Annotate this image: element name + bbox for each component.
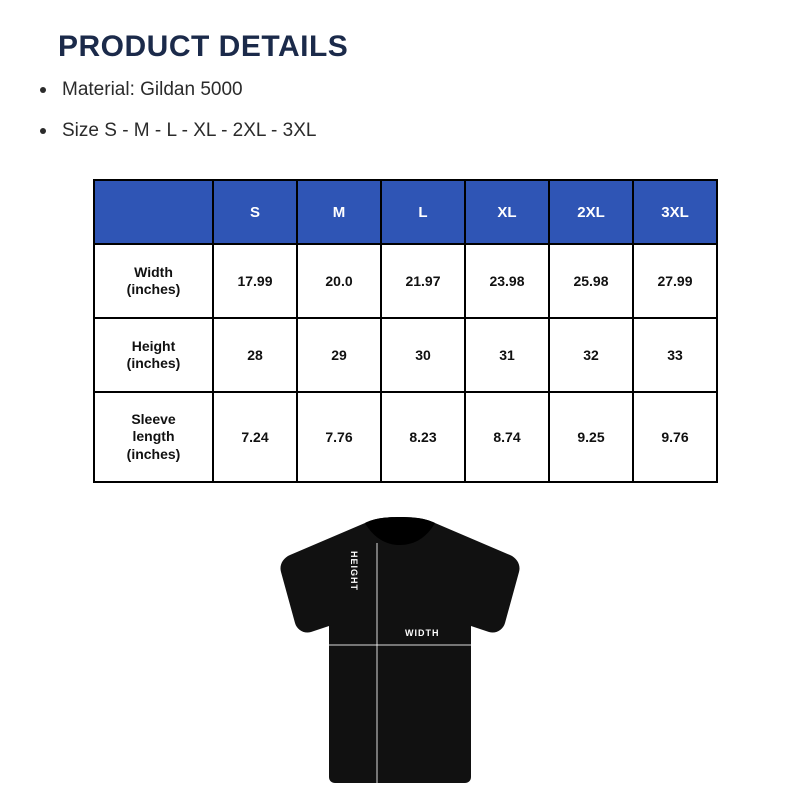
column-header-2xl: 2XL [549,180,633,244]
cell-width-3xl: 27.99 [633,244,717,318]
column-header-l: L [381,180,465,244]
row-label-width [94,244,213,318]
size-chart-body [94,244,717,482]
column-header-s: S [213,180,297,244]
cell-height-3xl: 33 [633,318,717,392]
cell-height-2xl: 32 [549,318,633,392]
row-label-line: (inches) [126,355,181,371]
column-header-3xl: 3XL [633,180,717,244]
width-dimension-label: WIDTH [405,628,440,638]
row-label-sleeve-length [94,392,213,482]
cell-sleeve-l: 8.23 [381,392,465,482]
tshirt-illustration [255,515,545,785]
row-label-line: Height [131,337,176,354]
row-label-height [94,318,213,392]
tshirt-body [280,517,519,783]
row-label-line: (inches) [126,281,181,297]
table-corner-cell [94,180,213,244]
list-item: Size S - M - L - XL - 2XL - 3XL [36,119,736,144]
table-row [94,392,717,482]
cell-sleeve-m: 7.76 [297,392,381,482]
column-header-xl: XL [465,180,549,244]
cell-width-s: 17.99 [213,244,297,318]
column-header-m: M [297,180,381,244]
row-label-line: Width [134,263,173,280]
row-label-line: Sleeve [131,410,176,427]
row-label-line: length [132,428,175,445]
size-chart-head [94,180,717,244]
table-row [94,244,717,318]
cell-sleeve-2xl: 9.25 [549,392,633,482]
product-detail-list [36,78,736,159]
row-label-line: (inches) [126,445,181,462]
cell-height-s: 28 [213,318,297,392]
cell-width-xl: 23.98 [465,244,549,318]
cell-sleeve-3xl: 9.76 [633,392,717,482]
cell-height-xl: 31 [465,318,549,392]
height-dimension-label: HEIGHT [349,551,359,592]
table-row [94,318,717,392]
cell-width-l: 21.97 [381,244,465,318]
cell-width-m: 20.0 [297,244,381,318]
cell-height-l: 30 [381,318,465,392]
cell-sleeve-s: 7.24 [213,392,297,482]
table-header-row [94,180,717,244]
tshirt-icon [255,515,545,785]
cell-sleeve-xl: 8.74 [465,392,549,482]
list-item: Material: Gildan 5000 [36,78,736,103]
page-title: PRODUCT DETAILS [58,30,349,63]
cell-width-2xl: 25.98 [549,244,633,318]
cell-height-m: 29 [297,318,381,392]
size-chart-table [93,179,718,483]
